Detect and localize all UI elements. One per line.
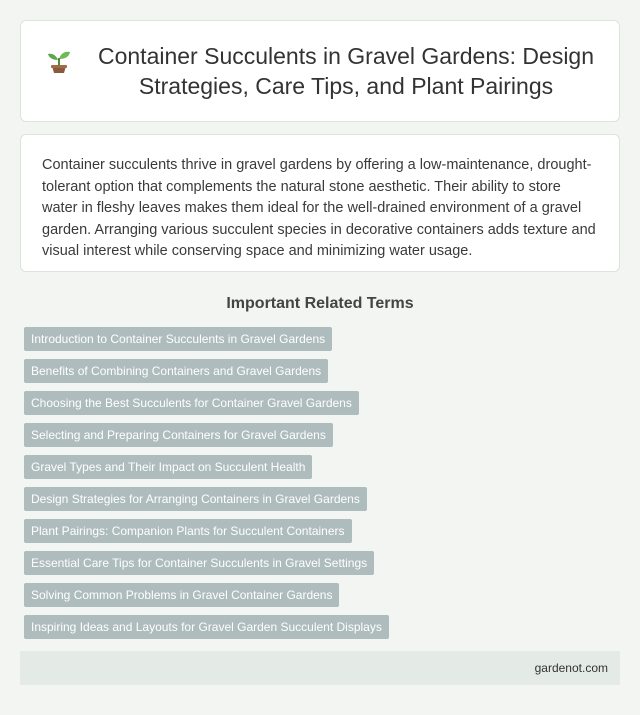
- term-tag[interactable]: Selecting and Preparing Containers for Gravel Gardens: [24, 423, 333, 447]
- footer: [20, 651, 620, 685]
- term-tag[interactable]: Gravel Types and Their Impact on Succulent Health: [24, 455, 312, 479]
- term-tag[interactable]: Choosing the Best Succulents for Container Gravel Gardens: [24, 391, 359, 415]
- page-title: Container Succulents in Gravel Gardens: Design Strategies, Care Tips, and Plant Pairings: [97, 43, 595, 99]
- intro-text: Container succulents thrive in gravel gardens by offering a low-maintenance, drought-tolerant option that complements the natural stone aesthetic. Their ability to store water in fleshy leaves makes them ideal for the well-drained environment of a gravel garden. Arranging various succulent species in decorative containers adds texture and visual interest while conserving space and minimizing water usage.: [42, 157, 596, 259]
- term-tag[interactable]: Plant Pairings: Companion Plants for Succulent Containers: [24, 519, 352, 543]
- related-terms-list: [0, 327, 640, 647]
- seedling-icon: [45, 46, 73, 74]
- term-tag[interactable]: Inspiring Ideas and Layouts for Gravel Garden Succulent Displays: [24, 615, 389, 639]
- footer-site-link[interactable]: gardenot.com: [534, 661, 608, 675]
- term-tag[interactable]: Introduction to Container Succulents in Gravel Gardens: [24, 327, 332, 351]
- header-card: [20, 20, 620, 122]
- related-terms-heading: Important Related Terms: [226, 295, 414, 312]
- intro-card: [20, 134, 620, 272]
- term-tag[interactable]: Solving Common Problems in Gravel Container Gardens: [24, 583, 339, 607]
- term-tag[interactable]: Essential Care Tips for Container Succulents in Gravel Settings: [24, 551, 374, 575]
- term-tag[interactable]: Benefits of Combining Containers and Gravel Gardens: [24, 359, 328, 383]
- term-tag[interactable]: Design Strategies for Arranging Containers in Gravel Gardens: [24, 487, 367, 511]
